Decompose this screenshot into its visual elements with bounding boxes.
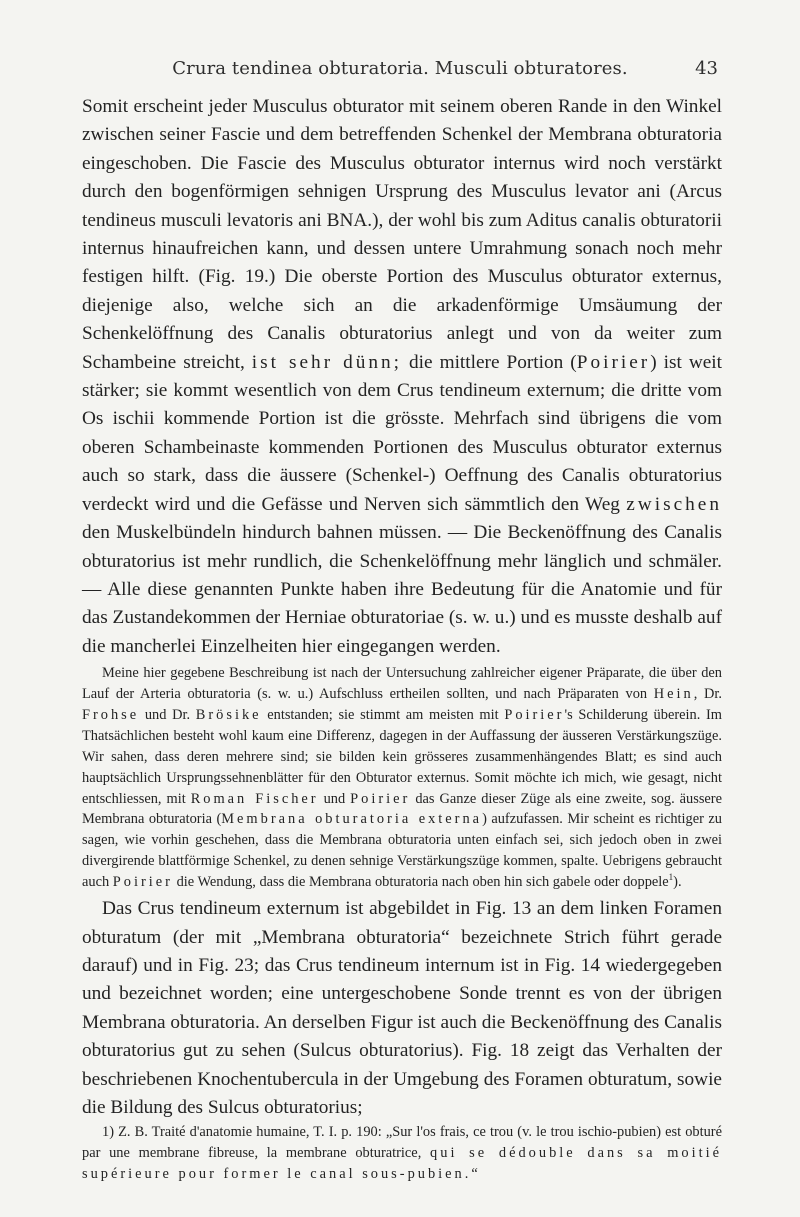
author-name-roman-fischer: Roman Fischer xyxy=(190,790,319,807)
text-run: die mittlere Portion ( xyxy=(409,351,577,373)
running-title: Crura tendinea obturatoria. Musculi obturatores. xyxy=(172,58,628,79)
paragraph-main-2: Das Crus tendineum externum ist abgebildet in Fig. 13 an dem linken Foramen obturatum (der mit „Membrana obturatoria“ bezeichnete Strich führt gerade darauf) und in Fig. 23; das Crus tendineum internum ist in Fig. 14 wiedergegeben und bezeichnet worden; eine untergeschobene Sonde trennt es von der übrigen Membrana obturatoria. An derselben Figur ist auch die Beckenöffnung des Canalis obturatorius gut zu sehen (Sulcus obturatorius). Fig. 18 zeigt das Verhalten der beschriebenen Knochentubercula in der Umgebung des Foramen obturatum, sowie die Bildung des Sulcus obturatorius; xyxy=(82,898,722,1118)
spaced-emphasis: Membrana obturatoria externa xyxy=(221,811,483,828)
paragraph-main-1 xyxy=(82,93,722,661)
text-run: die Wendung, dass die Membrana obturatoria nach oben hin sich gabele oder doppele xyxy=(176,874,669,891)
footnote-quote-spaced: qui se dédouble dans sa moitié supérieure pour former le canal sous-pubien. xyxy=(82,1145,722,1182)
paragraph-small-print xyxy=(82,663,722,893)
author-name-poirier: Poirier xyxy=(576,351,651,373)
text-run: das Ganze dieser Züge als eine zweite, sog. äussere Membrana obturatoria ( xyxy=(82,790,722,828)
author-name-broesike: Brösike xyxy=(195,706,262,723)
footnote xyxy=(82,1122,722,1185)
body-text xyxy=(82,93,722,1122)
footnote-text: 1) Z. B. Traité d'anatomie humaine, T. I. p. 190: „Sur l'os frais, ce trou (v. le trou ischio-pubien) est obturé par une membrane fibreuse, la membrane obturatrice, xyxy=(82,1124,722,1161)
text-run: 's Schilderung überein. Im Thatsächlichen besteht wohl kaum eine Differenz, dagegen in der Auffassung der äusseren Verstärkungszüge. Wir sahen, dass deren mehrere sind; sie bilden kein grösseres zusammenhängendes Blatt; es sind auch hauptsächlich Ursprungssehnenblätter für den Obturator externus. Somit möchte ich mich, wie gesagt, nicht entschliessen, mit xyxy=(82,706,722,807)
author-name-poirier: Poirier xyxy=(112,874,173,891)
text-run: Meine hier gegebene Beschreibung ist nach der Untersuchung zahlreicher eigener Präparate, die über den Lauf der Arteria obturatoria (s. w. u.) Aufschluss ertheilen sollten, und nach Präparaten von xyxy=(82,665,722,703)
footnote-reference: 1 xyxy=(668,872,674,883)
text-run: ) ist weit stärker; sie kommt wesentlich von dem Crus tendineum externum; die dritte vom Os ischii kommende Portion ist die grösste. Mehrfach sind übrigens die vom oberen Schambeinaste kommenden Portionen des Musculus obturator externus auch so stark, dass die äussere (Schenkel-) Oeffnung des Canalis obturatorius verdeckt wird und die Gefässe und Nerven sich sämmtlich den Weg xyxy=(82,351,723,515)
spaced-emphasis: zwischen xyxy=(626,493,722,515)
text-run: ). xyxy=(673,874,682,891)
page-number: 43 xyxy=(695,58,718,79)
text-run: den Muskelbündeln hindurch bahnen müssen. — Die Beckenöffnung des Canalis obturatorius ist mehr rundlich, die Schenkelöffnung mehr länglich und schmäler. — Alle diese genannten Punkte haben ihre Bedeutung für die Anatomie und für das Zustandekommen der Herniae obturatoriae (s. w. u.) und es musste deshalb auf die mancherlei Einzelheiten hier eingegangen werden. xyxy=(82,522,722,657)
page-header xyxy=(82,58,718,82)
text-run: und xyxy=(323,790,346,807)
author-name-hein: Hein xyxy=(653,686,694,703)
text-run: entstanden; sie stimmt am meisten mit xyxy=(267,706,499,723)
spaced-emphasis: ist sehr dünn; xyxy=(251,351,403,373)
footnote-close-quote: “ xyxy=(471,1166,478,1182)
author-name-poirier: Poirier xyxy=(504,706,565,723)
text-run: Somit erscheint jeder Musculus obturator mit seinem oberen Rande in den Winkel zwischen seiner Fascie und dem betreffenden Schenkel der Membrana obturatoria eingeschoben. Die Fascie des Musculus obturator internus wird noch verstärkt durch den bogenförmigen sehnigen Ursprung des Musculus levator ani (Arcus tendineus musculi levatoris ani BNA.), der wohl bis zum Aditus canalis obturatorii internus hinaufreichen kann, und dessen untere Umrahmung sonach noch mehr festigen hilft. (Fig. 19.) Die oberste Portion des Musculus obturator externus, diejenige also, welche sich an die arkadenförmige Umsäumung der Schenkelöffnung des Canalis obturatorius anlegt und von da weiter zum Schambeine streicht, xyxy=(82,96,722,373)
author-name-poirier: Poirier xyxy=(350,790,411,807)
text-run: , Dr. xyxy=(693,686,722,703)
text-run: ) aufzufassen. Mir scheint es richtiger zu sagen, wie vorhin geschehen, dass die Membrana obturatoria unten einfach sei, sich jedoch oben in zwei divergirende blattförmige Schenkel, zu denen sehnige Verstärkungszüge kommen, spalte. Uebrigens gebraucht auch xyxy=(82,811,722,891)
text-run: und Dr. xyxy=(144,706,191,723)
author-name-frohse: Frohse xyxy=(82,706,140,723)
